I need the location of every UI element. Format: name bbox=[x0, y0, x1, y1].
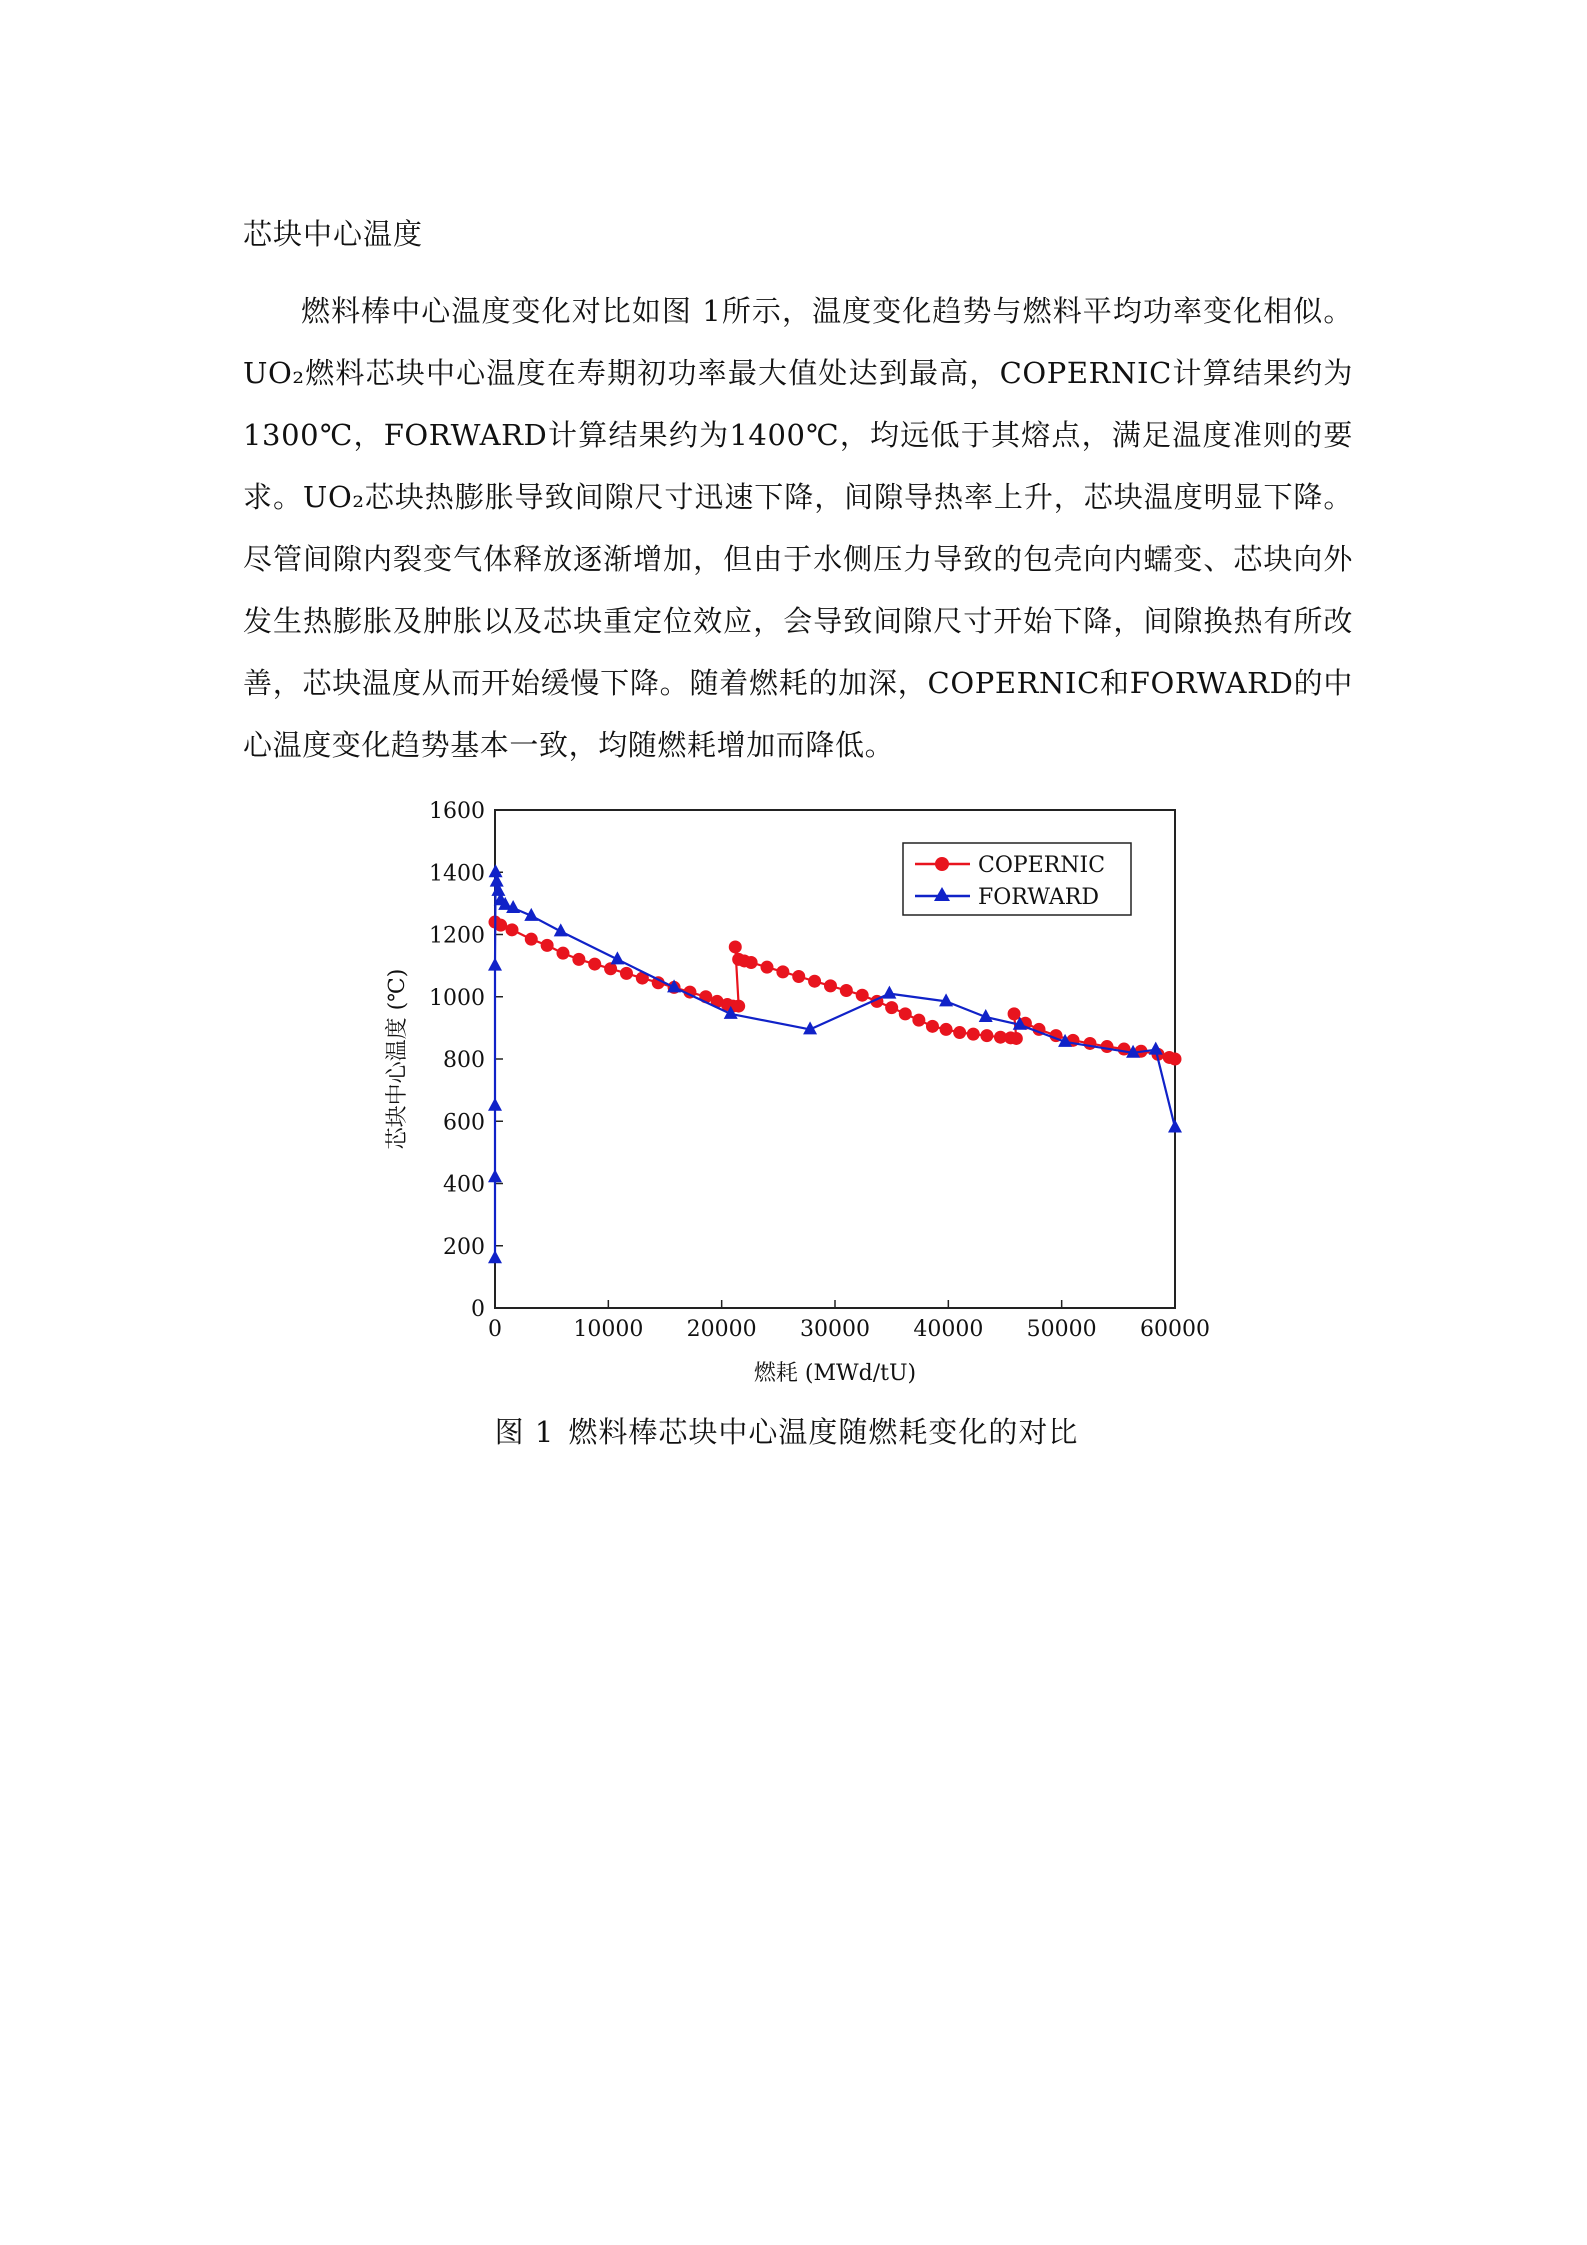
copernic-point bbox=[926, 1020, 939, 1033]
copernic-point bbox=[1010, 1032, 1023, 1045]
copernic-point bbox=[506, 923, 519, 936]
copernic-point bbox=[1084, 1037, 1097, 1050]
forward-point bbox=[1149, 1042, 1163, 1055]
y-tick-label: 200 bbox=[443, 1234, 485, 1260]
figure-label: 图 1 bbox=[494, 1415, 555, 1449]
copernic-point bbox=[899, 1007, 912, 1020]
y-tick-label: 1000 bbox=[429, 985, 485, 1011]
copernic-point bbox=[572, 953, 585, 966]
copernic-point bbox=[588, 958, 601, 971]
copernic-point bbox=[1101, 1040, 1114, 1053]
y-tick-label: 1600 bbox=[429, 799, 485, 824]
copernic-point bbox=[840, 984, 853, 997]
y-tick-label: 400 bbox=[443, 1172, 485, 1198]
copernic-point bbox=[912, 1014, 925, 1027]
copernic-point bbox=[980, 1029, 993, 1042]
x-tick-label: 10000 bbox=[573, 1317, 644, 1342]
x-axis-label: 燃耗 (MWd/tU) bbox=[753, 1361, 917, 1386]
copernic-point bbox=[953, 1026, 966, 1039]
copernic-point bbox=[1008, 1007, 1021, 1020]
y-axis-label: 芯块中心温度 (℃) bbox=[385, 968, 410, 1150]
x-tick-label: 50000 bbox=[1026, 1317, 1097, 1342]
copernic-point bbox=[776, 965, 789, 978]
y-tick-label: 1200 bbox=[429, 923, 485, 949]
chart-legend bbox=[903, 843, 1131, 915]
body-paragraph: 燃料棒中心温度变化对比如图 1所示，温度变化趋势与燃料平均功率变化相似。UO₂燃料芯块中心温度在寿期初功率最大值处达到最高，COPERNIC计算结果约为1300℃，FORWARD计算结果约为1400℃，均远低于其熔点，满足温度准则的要求。UO₂芯块热膨胀导致间隙尺寸迅速下降，间隙导热率上升，芯块温度明显下降。尽管间隙内裂变气体释放逐渐增加，但由于水侧压力导致的包壳向内蠕变、芯块向外发生热膨胀及肿胀以及芯块重定位效应，会导致间隙尺寸开始下降，间隙换热有所改善，芯块温度从而开始缓慢下降。随着燃耗的加深，COPERNIC和FORWARD的中心温度变化趋势基本一致，均随燃耗增加而降低。 bbox=[243, 294, 1353, 762]
y-tick-label: 1400 bbox=[429, 861, 485, 887]
copernic-point bbox=[541, 939, 554, 952]
x-tick-label: 40000 bbox=[913, 1317, 984, 1342]
copernic-point bbox=[824, 979, 837, 992]
x-tick-label: 0 bbox=[488, 1317, 502, 1342]
temperature-chart bbox=[370, 790, 1230, 1410]
copernic-point bbox=[967, 1028, 980, 1041]
forward-point bbox=[488, 1098, 502, 1111]
copernic-point bbox=[940, 1023, 953, 1036]
copernic-point bbox=[745, 956, 758, 969]
copernic-point bbox=[885, 1001, 898, 1014]
y-tick-label: 600 bbox=[443, 1110, 485, 1136]
forward-point bbox=[489, 864, 503, 877]
legend-forward-label: FORWARD bbox=[978, 885, 1099, 910]
copernic-point bbox=[761, 961, 774, 974]
copernic-point bbox=[856, 989, 869, 1002]
forward-point bbox=[882, 986, 896, 999]
copernic-point bbox=[525, 933, 538, 946]
series-layer bbox=[488, 864, 1182, 1263]
copernic-point bbox=[732, 1000, 745, 1013]
forward-point bbox=[488, 1250, 502, 1263]
figure-caption bbox=[0, 1410, 1587, 1451]
copernic-point bbox=[792, 970, 805, 983]
figure-chart bbox=[370, 790, 1230, 1410]
forward-point bbox=[488, 1169, 502, 1182]
forward-point bbox=[488, 958, 502, 971]
legend-copernic-marker bbox=[935, 857, 949, 871]
legend-copernic-label: COPERNIC bbox=[978, 853, 1106, 878]
body-paragraph-block bbox=[243, 280, 1353, 776]
x-tick-label: 20000 bbox=[686, 1317, 757, 1342]
x-tick-label: 60000 bbox=[1140, 1317, 1210, 1342]
copernic-point bbox=[557, 947, 570, 960]
series-forward bbox=[488, 864, 1182, 1263]
forward-point bbox=[1168, 1119, 1182, 1132]
copernic-point bbox=[808, 975, 821, 988]
copernic-point bbox=[1169, 1053, 1182, 1066]
section-heading: 芯块中心温度 bbox=[243, 217, 424, 251]
y-tick-label: 0 bbox=[471, 1297, 485, 1322]
x-tick-label: 30000 bbox=[800, 1317, 870, 1342]
forward-line bbox=[495, 872, 1175, 1258]
figure-caption-text: 燃料棒芯块中心温度随燃耗变化的对比 bbox=[568, 1415, 1079, 1449]
y-tick-label: 800 bbox=[443, 1048, 485, 1073]
copernic-point bbox=[729, 940, 742, 953]
copernic-point bbox=[620, 967, 633, 980]
